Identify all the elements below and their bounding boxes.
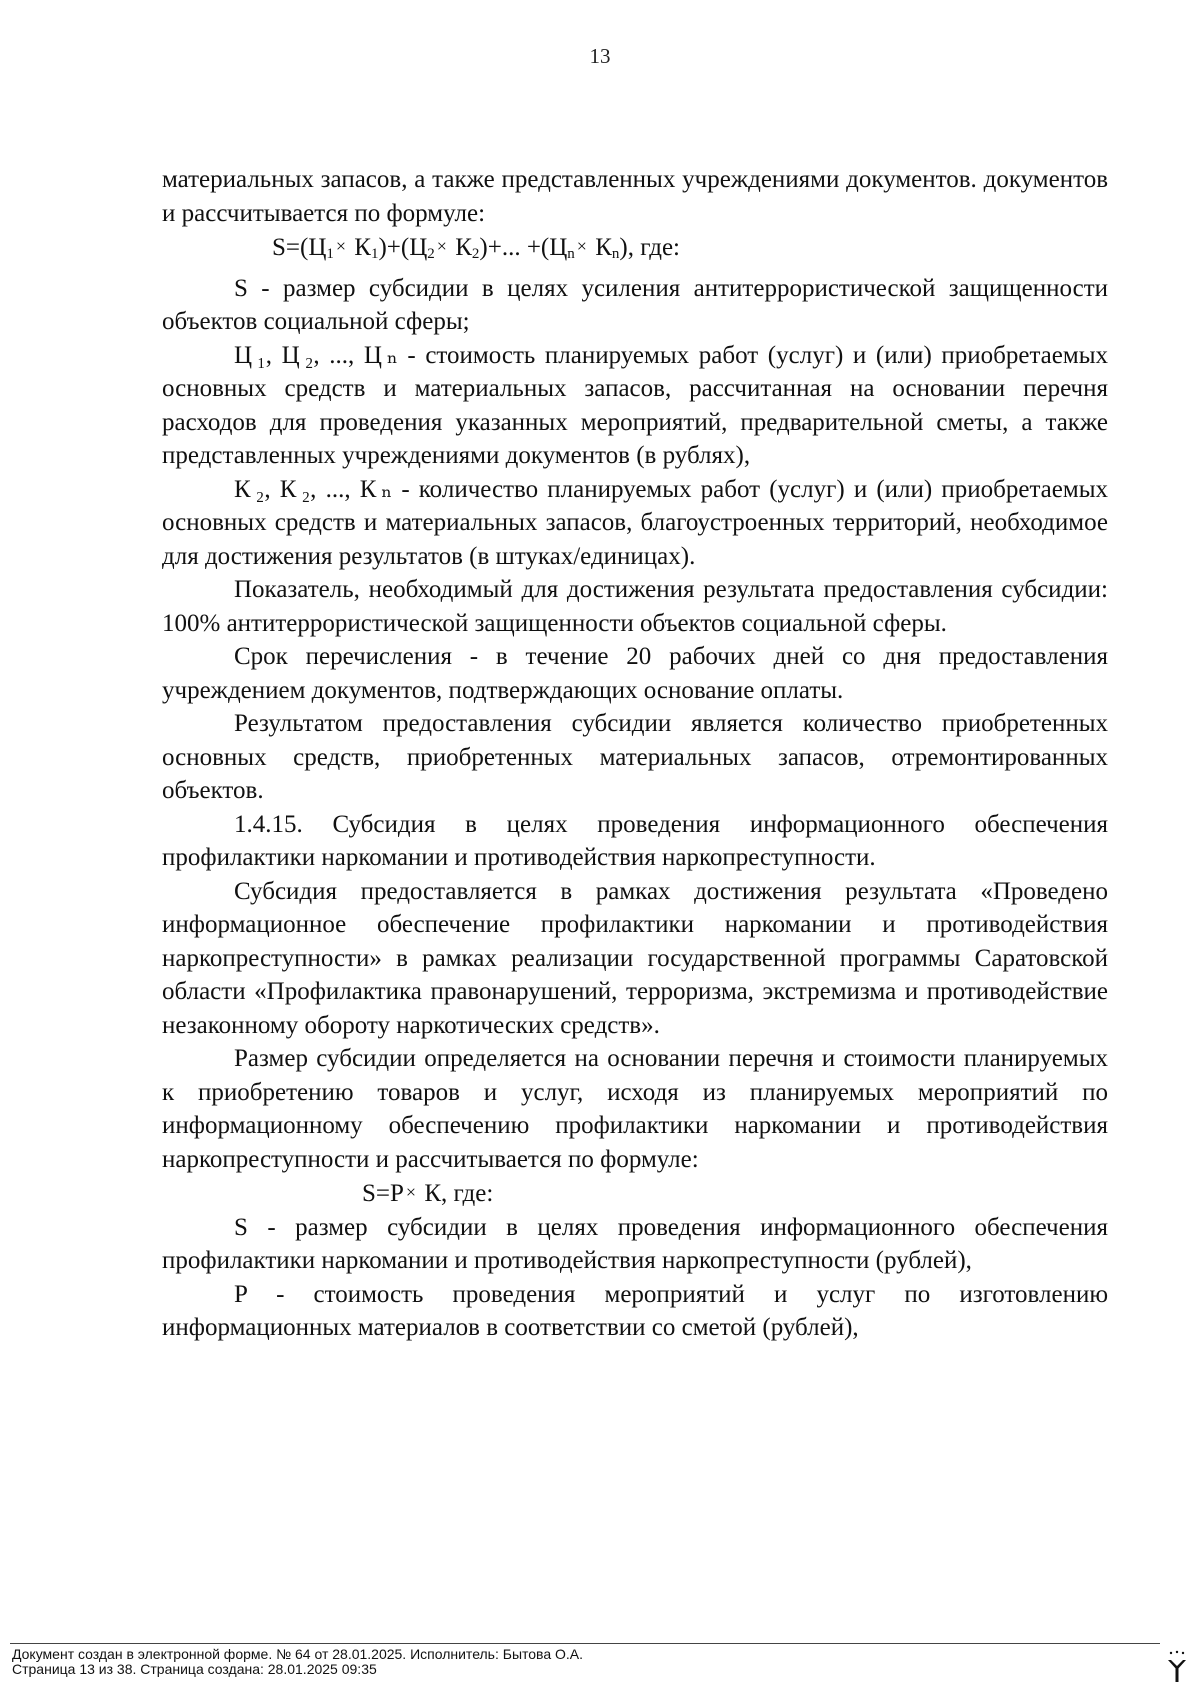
footer-page-info: Страница 13 из 38. Страница создана: 28.01.2025 09:35 <box>12 1661 377 1677</box>
subsidy-size-paragraph: Размер субсидии определяется на основании перечня и стоимости планируемых к приобретению товаров и услуг, исходя из планируемых мероприятий по информационному обеспечению профилактики наркомании и противодействия наркопреступности и рассчитывается по формуле: <box>162 1045 1108 1173</box>
multiply-symbol: × <box>436 236 447 256</box>
formula-subsidy-sum <box>162 230 1108 272</box>
formula-part: К, где: <box>418 1180 494 1207</box>
paragraph-continuation: материальных запасов, а также представленных учреждениями документов. документов и рассчитывается по формуле: <box>162 166 1108 227</box>
formula-part: )+(Ц <box>378 234 428 261</box>
formula-subscript: n <box>611 246 620 262</box>
definition-p: P - стоимость проведения мероприятий и услуг по изготовлению информационных материалов в соответствии со сметой (рублей), <box>162 1280 1108 1341</box>
multiply-symbol: × <box>576 236 587 256</box>
section-heading-1-4-15: 1.4.15. Субсидия в целях проведения информационного обеспечения профилактики наркомании и противодействия наркопреступности. <box>162 810 1108 871</box>
definition-s: S - размер субсидии в целях усиления антитеррористической защищенности объектов социальной сферы; <box>162 274 1108 335</box>
multiply-symbol: × <box>335 236 347 256</box>
formula-subscript: 2 <box>427 246 435 262</box>
subsidy-purpose-paragraph: Субсидия предоставляется в рамках достижения результата «Проведено информационное обеспечение профилактики наркомании и противодействия наркопреступности» в рамках реализации государственной программы Саратовской области «Профилактика правонарушений, терроризма, экстремизма и противодействие незаконному обороту наркотических средств». <box>162 877 1108 1039</box>
definition-c: Ц ₁, Ц ₂, ..., Ц ₙ - стоимость планируемых работ (услуг) и (или) приобретаемых основных средств и материальных запасов, рассчитанная на основании перечня расходов для проведения указанных мероприятий, предварительной сметы, а также представленных учреждениями документов (в рублях), <box>162 341 1108 469</box>
formula-part: ), где: <box>619 234 680 261</box>
formula-part: S=(Ц <box>272 234 327 261</box>
formula-part: )+... +(Ц <box>479 234 568 261</box>
footer-doc-info: Документ создан в электронной форме. № 64 от 28.01.2025. Исполнитель: Бытова О.А. <box>12 1646 584 1662</box>
document-body <box>162 163 1108 1345</box>
page-number: 13 <box>589 44 611 68</box>
formula-subscript: 1 <box>326 246 334 262</box>
formula-part: К <box>448 234 472 261</box>
formula-subsidy-product <box>162 1176 1108 1211</box>
formula-part: К <box>348 234 371 261</box>
definition-k: К ₂, К ₂, ..., К ₙ - количество планируемых работ (услуг) и (или) приобретаемых основных средств и материальных запасов, благоустроенных территорий, необходимое для достижения результатов (в штуках/единицах). <box>162 475 1108 570</box>
formula-subscript: 2 <box>471 246 480 262</box>
formula-part: К <box>588 234 612 261</box>
result-paragraph: Результатом предоставления субсидии является количество приобретенных основных средств, приобретенных материальных запасов, отремонтированных объектов. <box>162 710 1108 804</box>
emblem-icon <box>1166 1650 1188 1684</box>
formula-subscript: 1 <box>370 246 379 262</box>
definition-s-2: S - размер субсидии в целях проведения информационного обеспечения профилактики наркомании и противодействия наркопреступности (рублей), <box>162 1213 1108 1274</box>
footer-divider <box>10 1643 1160 1644</box>
formula-part: S=P <box>362 1180 404 1207</box>
multiply-symbol: × <box>405 1182 417 1202</box>
formula-subscript: n <box>567 246 575 262</box>
indicator-paragraph: Показатель, необходимый для достижения результата предоставления субсидии: 100% антитеррористической защищенности объектов социальной сферы. <box>162 576 1108 637</box>
footer <box>12 1647 583 1677</box>
transfer-term-paragraph: Срок перечисления - в течение 20 рабочих дней со дня предоставления учреждением документов, подтверждающих основание оплаты. <box>162 643 1108 704</box>
